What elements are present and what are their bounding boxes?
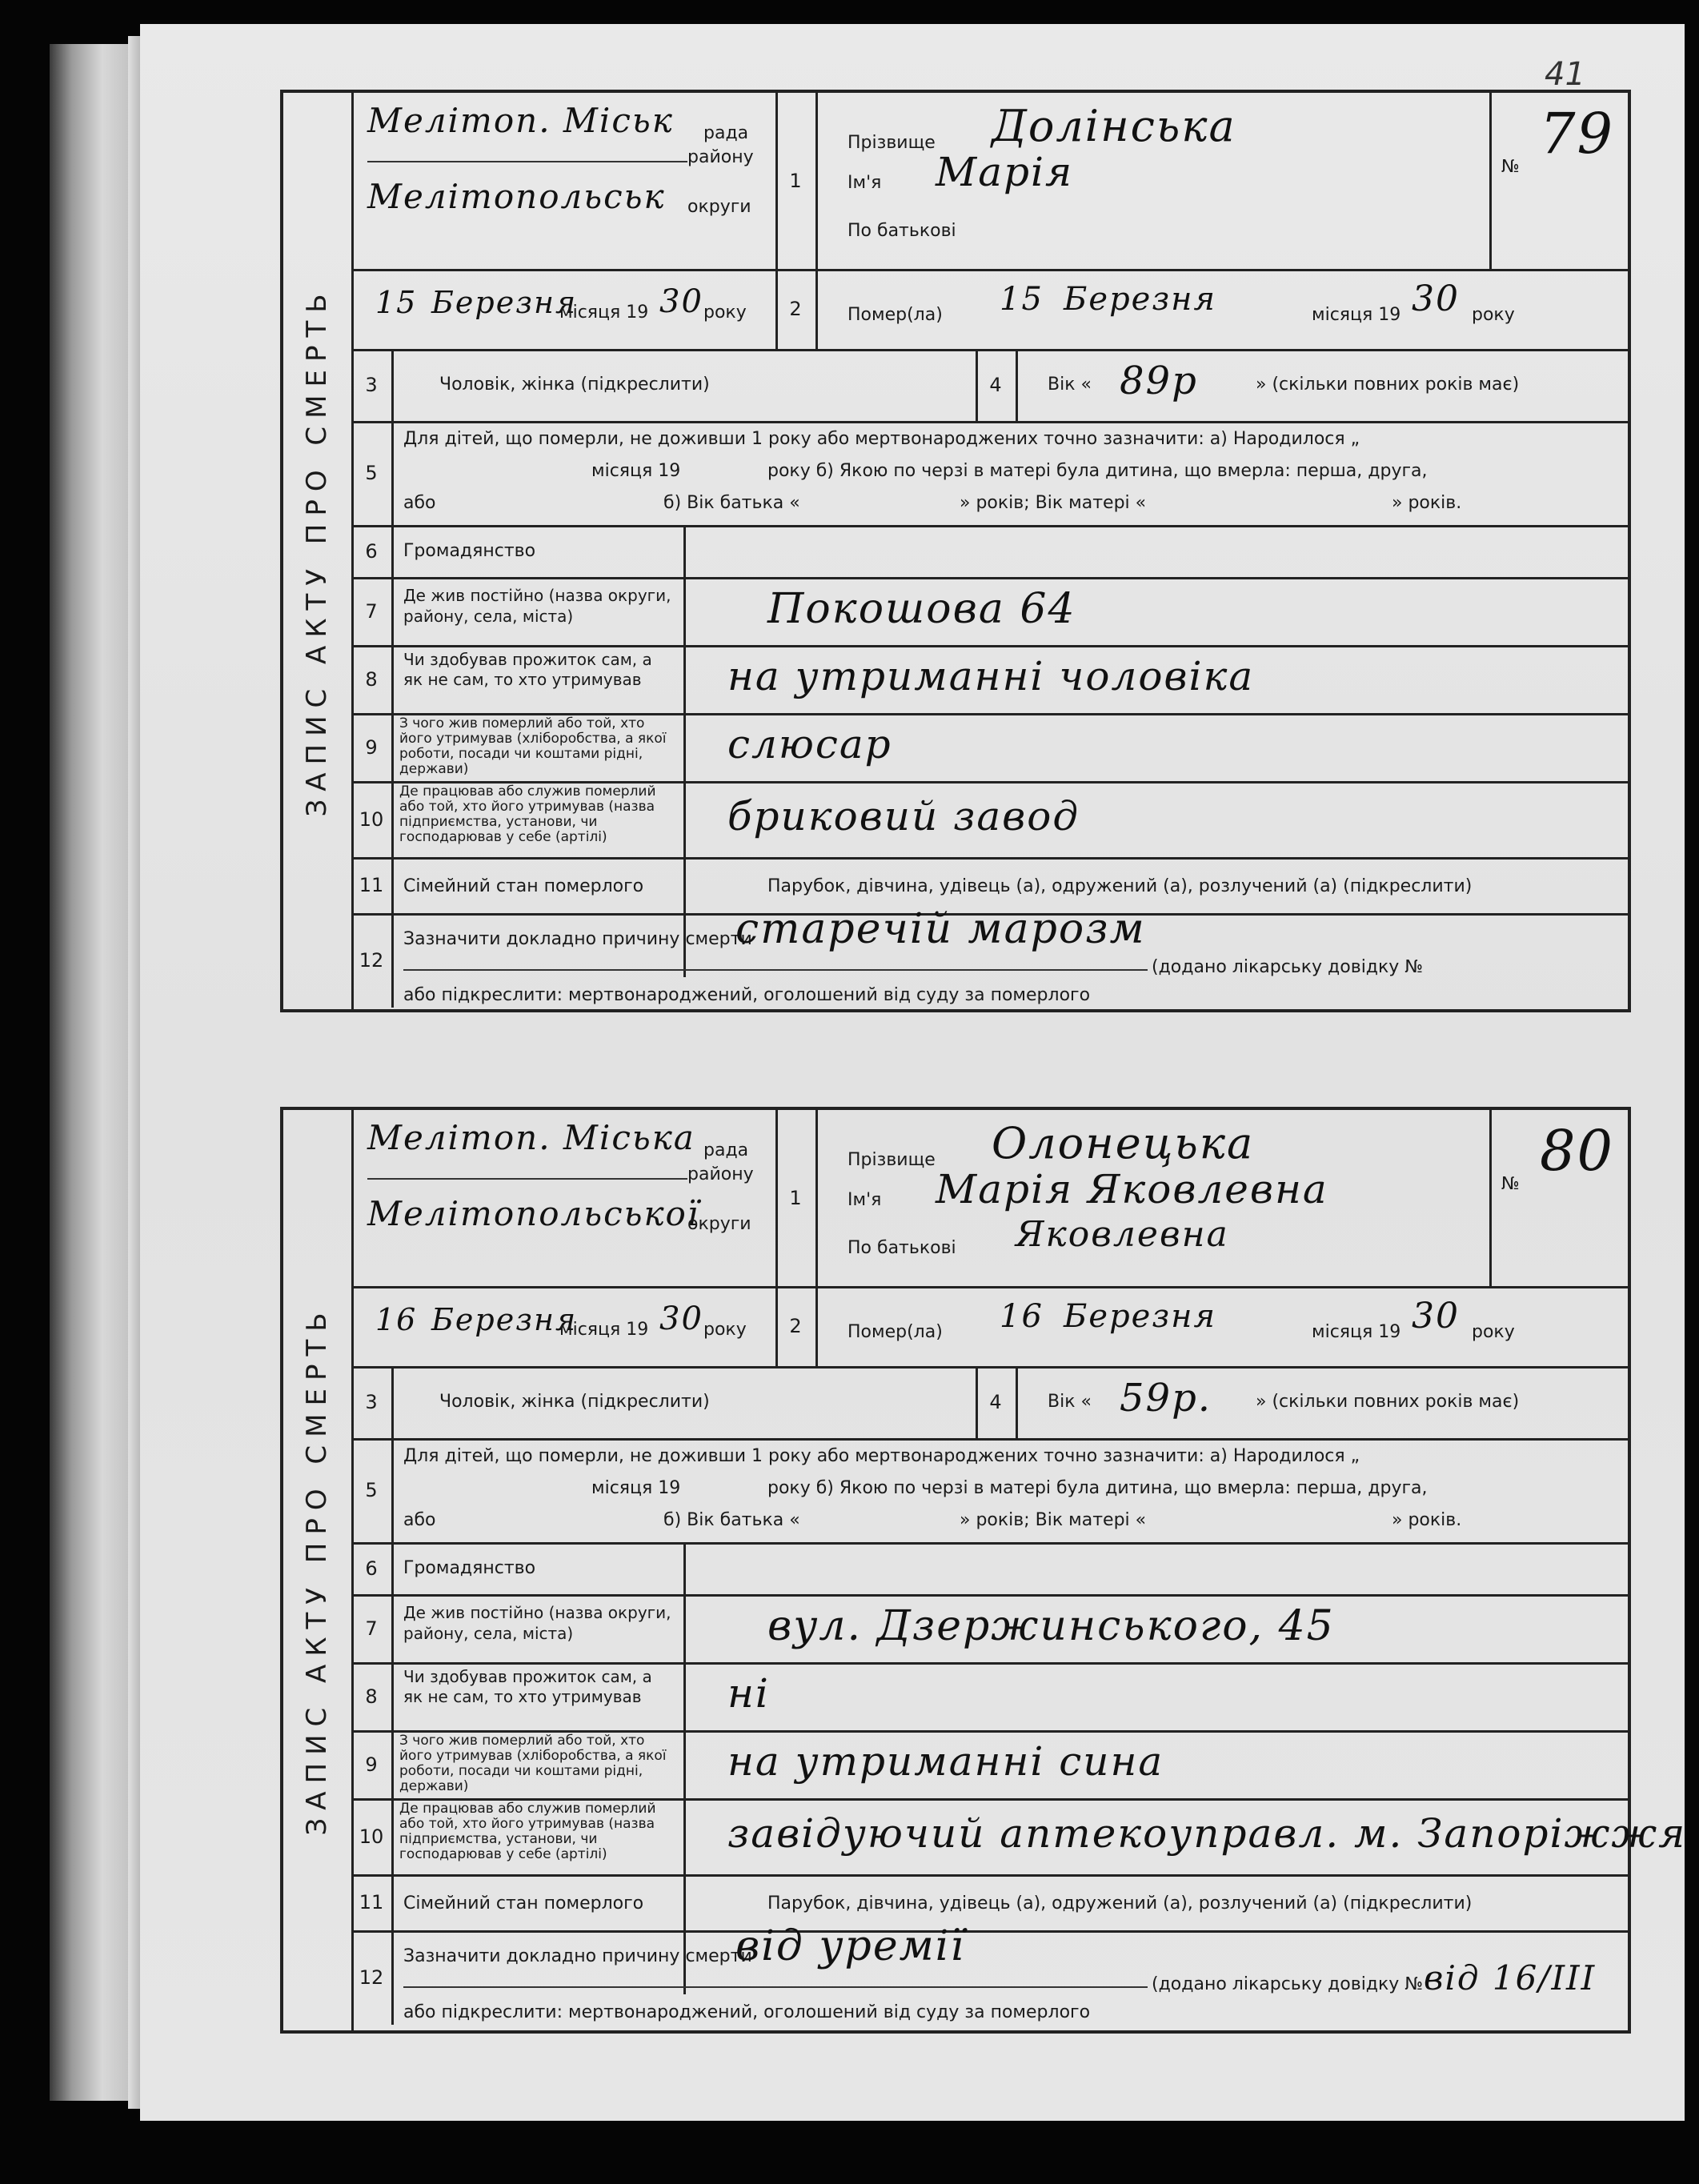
side-title: ЗАПИС АКТУ ПРО СМЕРТЬ <box>301 1304 333 1836</box>
row-5-children <box>351 421 1628 527</box>
marital-label: Сімейний стан померлого <box>403 1893 644 1914</box>
children-line-3c: » років; Вік матері « <box>960 493 1147 513</box>
income-label: З чого жив померлий або той, хто його утримував (хліборобства, а якої роботи, посади чи коштами рідні, держави) <box>399 715 667 777</box>
row-6 <box>351 525 1628 579</box>
cause-line <box>403 969 1148 971</box>
row-10 <box>351 781 1628 860</box>
residence-value: Покошова 64 <box>767 585 1076 633</box>
row-number-2: 2 <box>775 269 818 349</box>
row-number-11: 11 <box>351 857 394 913</box>
occupation-value: слюсар <box>727 721 892 767</box>
surname-label: Прізвище <box>847 133 936 153</box>
income-label: З чого жив померлий або той, хто його утримував (хліборобства, а якої роботи, посади чи коштами рідні, держави) <box>399 1733 667 1794</box>
row-number-11: 11 <box>351 1874 394 1930</box>
death-record <box>280 90 1631 1012</box>
rada-label: рада <box>703 1140 749 1160</box>
cause-line <box>403 1986 1148 1988</box>
row-number-9: 9 <box>351 1730 394 1798</box>
row-number-4: 4 <box>976 1366 1018 1438</box>
residence-label: Де жив постійно (назва округи, району, села, міста) <box>403 1603 671 1643</box>
registration-date <box>351 1286 775 1366</box>
okruha-value: Мелітопольськ <box>367 177 666 216</box>
rayon-label: району <box>687 1164 754 1184</box>
row-12 <box>351 905 1628 1008</box>
death-year: 30 <box>1412 1296 1460 1336</box>
occupation-value: на утриманні сина <box>727 1738 1164 1785</box>
record-number: 80 <box>1540 1118 1615 1184</box>
row-9 <box>351 1730 1628 1801</box>
reg-month: Березня <box>431 1302 578 1337</box>
marital-options: Парубок, дівчина, удівець (а), одружений (а), розлучений (а) (підкреслити) <box>767 1893 1473 1914</box>
record-number: 79 <box>1540 101 1615 166</box>
surname-value: Долінська <box>992 101 1236 151</box>
divider <box>1016 1366 1018 1438</box>
row-number-1: 1 <box>775 1110 818 1286</box>
reg-month-label: місяця 19 <box>559 1320 649 1340</box>
support-label: Чи здобував прожиток сам, а як не сам, то хто утримував <box>403 650 652 689</box>
surname-value: Олонецька <box>992 1118 1255 1168</box>
row-number-7: 7 <box>351 1594 394 1662</box>
residence-value: вул. Дзержинського, 45 <box>767 1602 1335 1650</box>
reg-month: Березня <box>431 285 578 320</box>
row-9 <box>351 713 1628 783</box>
patronymic-label: По батькові <box>847 1238 956 1258</box>
record-number-box <box>1489 93 1628 269</box>
name-block <box>815 1110 1424 1286</box>
children-line-3d: » років. <box>1392 493 1462 513</box>
stillborn-label: або підкреслити: мертвонароджений, оголошений від суду за померлого <box>403 985 1091 1005</box>
death-date <box>815 269 1560 349</box>
reg-year-label: року <box>703 1320 747 1340</box>
name-block <box>815 93 1424 269</box>
registration-date <box>351 269 775 349</box>
rada-value: Мелітоп. Міська <box>367 1118 695 1157</box>
header-block <box>351 1110 1628 1288</box>
row-7 <box>351 577 1628 647</box>
row-8 <box>351 645 1628 715</box>
side-title-column <box>283 93 354 1009</box>
cause-value: старечій марозм <box>735 905 1146 953</box>
death-year-label: року <box>1472 305 1515 325</box>
death-label: Помер(ла) <box>847 305 943 325</box>
rada-value: Мелітоп. Міськ <box>367 101 674 140</box>
children-line-3c: » років; Вік матері « <box>960 1510 1147 1530</box>
side-title-column <box>283 1110 354 2030</box>
row-number-10: 10 <box>351 1798 394 1874</box>
row-number-1: 1 <box>775 93 818 269</box>
children-line-2: місяця 19 <box>591 461 681 481</box>
page-number: 41 <box>1545 56 1585 93</box>
workplace-value: бриковий завод <box>727 793 1080 840</box>
number-label: № <box>1501 157 1520 177</box>
reg-year-label: року <box>703 303 747 323</box>
reg-month-label: місяця 19 <box>559 303 649 323</box>
reg-day: 16 <box>375 1302 418 1337</box>
children-line-2: місяця 19 <box>591 1478 681 1498</box>
children-line-3b: б) Вік батька « <box>663 1510 800 1530</box>
row-number-10: 10 <box>351 781 394 857</box>
death-record <box>280 1107 1687 2034</box>
death-month-label: місяця 19 <box>1312 305 1401 325</box>
support-value: ні <box>727 1670 770 1717</box>
certificate-value: від 16/III <box>1424 1958 1597 1998</box>
death-month: Березня <box>1064 281 1216 318</box>
row-number-7: 7 <box>351 577 394 645</box>
row-11 <box>351 1874 1628 1933</box>
cause-value: від уремії <box>735 1922 965 1970</box>
registry-office <box>351 1110 775 1286</box>
row-number-6: 6 <box>351 1542 394 1594</box>
cause-label: Зазначити докладно причину смерти <box>403 1946 752 1966</box>
row-number-12: 12 <box>351 913 394 1008</box>
cause-label: Зазначити докладно причину смерти <box>403 929 752 949</box>
name-label: Ім'я <box>847 173 882 193</box>
registry-office <box>351 93 775 269</box>
children-line-3d: » років. <box>1392 1510 1462 1530</box>
children-line-3b: б) Вік батька « <box>663 493 800 513</box>
rayon-line <box>367 1178 687 1180</box>
age-label: Вік « <box>1048 1392 1092 1412</box>
marital-options: Парубок, дівчина, удівець (а), одружений (а), розлучений (а) (підкреслити) <box>767 876 1473 896</box>
death-year-label: року <box>1472 1322 1515 1342</box>
record-number-box <box>1489 1110 1628 1286</box>
patronymic-label: По батькові <box>847 221 956 241</box>
residence-label: Де жив постійно (назва округи, району, села, міста) <box>403 586 671 626</box>
citizenship-label: Громадянство <box>403 1558 536 1578</box>
workplace-label: Де працював або служив померлий або той, хто його утримував (назва підприємства, установи, чи господарював у себе (артілі) <box>399 783 656 845</box>
row-12 <box>351 1922 1628 2025</box>
certificate-label: (додано лікарську довідку № <box>1152 1974 1424 1994</box>
children-line-2b: року б) Якою по черзі в матері була дитина, що вмерла: перша, друга, <box>767 461 1428 481</box>
header-block <box>351 93 1628 271</box>
age-value: 89р <box>1120 359 1198 403</box>
divider <box>1016 349 1018 421</box>
name-value: Марія Яковлевна <box>936 1166 1328 1212</box>
support-label: Чи здобував прожиток сам, а як не сам, то хто утримував <box>403 1667 652 1706</box>
row-6 <box>351 1542 1628 1597</box>
book-spine <box>50 44 138 2101</box>
dates-row <box>351 269 1628 351</box>
death-label: Помер(ла) <box>847 1322 943 1342</box>
name-value: Марія <box>936 149 1074 195</box>
row-number-4: 4 <box>976 349 1018 421</box>
death-month-label: місяця 19 <box>1312 1322 1401 1342</box>
row-number-9: 9 <box>351 713 394 781</box>
row-number-5: 5 <box>351 1438 394 1542</box>
sex-label: Чоловік, жінка (підкреслити) <box>439 375 710 395</box>
row-5-children <box>351 1438 1628 1545</box>
children-line-2b: року б) Якою по черзі в матері була дитина, що вмерла: перша, друга, <box>767 1478 1428 1498</box>
okruha-value: Мелітопольської <box>367 1194 700 1233</box>
rayon-label: району <box>687 147 754 167</box>
surname-label: Прізвище <box>847 1150 936 1170</box>
death-year: 30 <box>1412 279 1460 319</box>
row-number-8: 8 <box>351 645 394 713</box>
okruha-label: округи <box>687 197 751 217</box>
death-month: Березня <box>1064 1298 1216 1335</box>
workplace-value: завідуючий аптекоуправл. м. Запоріжжя <box>727 1810 1687 1857</box>
death-date <box>815 1286 1560 1366</box>
row-number-5: 5 <box>351 421 394 525</box>
certificate-label: (додано лікарську довідку № <box>1152 957 1424 977</box>
row-number-12: 12 <box>351 1930 394 2025</box>
reg-day: 15 <box>375 285 418 320</box>
workplace-label: Де працював або служив померлий або той, хто його утримував (назва підприємства, установи, чи господарював у себе (артілі) <box>399 1801 656 1862</box>
row-number-8: 8 <box>351 1662 394 1730</box>
children-line-1: Для дітей, що померли, не доживши 1 року або мертвонароджених точно зазначити: а) Народилося „ <box>403 429 1360 449</box>
row-3-4 <box>351 1366 1628 1441</box>
reg-year: 30 <box>659 1300 703 1337</box>
row-number-3: 3 <box>351 1366 394 1438</box>
row-7 <box>351 1594 1628 1665</box>
number-label: № <box>1501 1174 1520 1194</box>
row-number-2: 2 <box>775 1286 818 1366</box>
age-label: Вік « <box>1048 375 1092 395</box>
death-day: 16 <box>1000 1298 1044 1335</box>
rayon-line <box>367 161 687 162</box>
marital-label: Сімейний стан померлого <box>403 876 644 896</box>
row-number-6: 6 <box>351 525 394 577</box>
patronymic-value: Яковлевна <box>1016 1214 1229 1255</box>
reg-year: 30 <box>659 283 703 320</box>
citizenship-label: Громадянство <box>403 541 536 561</box>
row-10 <box>351 1798 1687 1877</box>
name-label: Ім'я <box>847 1190 882 1210</box>
children-line-3a: або <box>403 493 436 513</box>
age-tail: » (скільки повних років має) <box>1256 375 1520 395</box>
stillborn-label: або підкреслити: мертвонароджений, оголошений від суду за померлого <box>403 2002 1091 2022</box>
death-day: 15 <box>1000 281 1044 318</box>
age-tail: » (скільки повних років має) <box>1256 1392 1520 1412</box>
side-title: ЗАПИС АКТУ ПРО СМЕРТЬ <box>301 285 333 817</box>
okruha-label: округи <box>687 1214 751 1234</box>
sex-label: Чоловік, жінка (підкреслити) <box>439 1392 710 1412</box>
children-line-3a: або <box>403 1510 436 1530</box>
dates-row <box>351 1286 1628 1369</box>
age-value: 59р. <box>1120 1376 1212 1421</box>
row-number-3: 3 <box>351 349 394 421</box>
support-value: на утриманні чоловіка <box>727 653 1255 699</box>
row-3-4 <box>351 349 1628 423</box>
children-line-1: Для дітей, що померли, не доживши 1 року або мертвонароджених точно зазначити: а) Народилося „ <box>403 1446 1360 1466</box>
row-8 <box>351 1662 1628 1733</box>
rada-label: рада <box>703 123 749 143</box>
